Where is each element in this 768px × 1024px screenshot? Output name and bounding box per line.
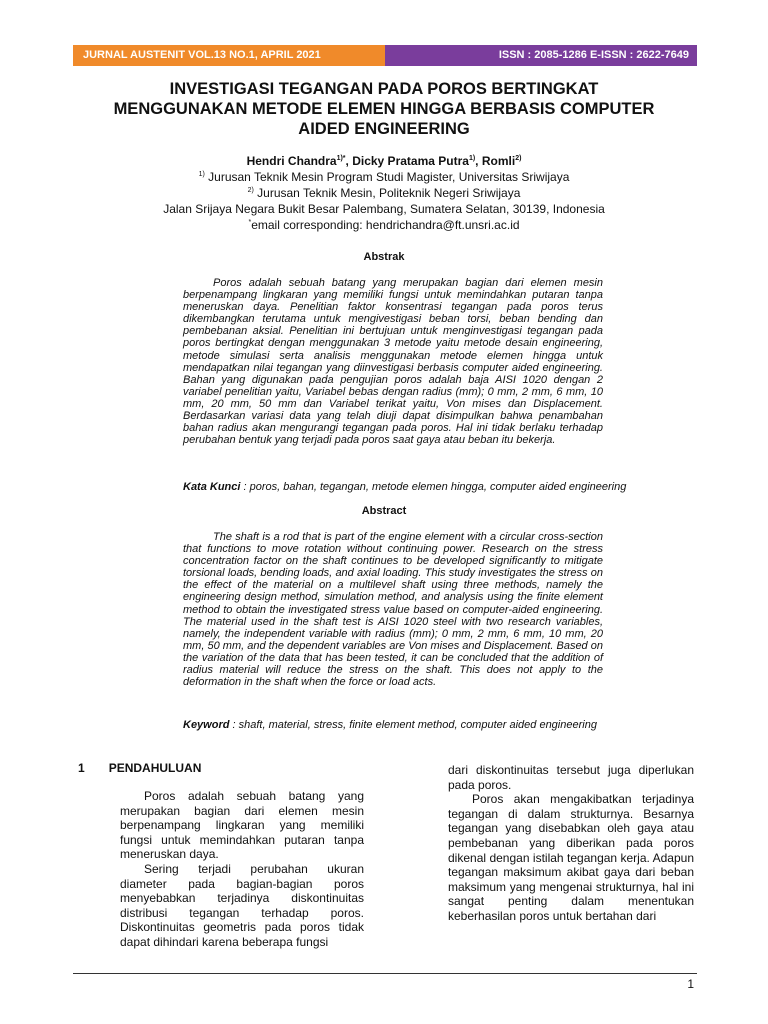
address: Jalan Srijaya Negara Bukit Besar Palembang, Sumatera Selatan, 30139, Indonesia [163,202,605,216]
left-column [120,789,364,950]
affiliation-1: $^{1)}$ Jurusan Teknik Mesin Program Studi Magister, Universitas Sriwijaya [198,170,570,184]
author-3: Romli [481,154,516,168]
section-title: PENDAHULUAN [108,761,202,775]
journal-name: JURNAL AUSTENIT VOL.13 NO.1, APRIL 2021 [73,45,385,66]
author-sep: , [475,154,482,168]
keyword-text: : shaft, material, stress, finite element method, computer aided engineering [229,719,597,731]
title-line-2: MENGGUNAKAN METODE ELEMEN HINGGA BERBASIS COMPUTER [113,100,655,118]
abstrak-body [183,277,603,446]
author-1-sup: 1)* [336,155,346,162]
author-2: Dicky Pratama Putra [352,154,469,168]
email-corresponding: *email corresponding: hendrichandra@ft.unsri.ac.id [248,218,520,232]
author-names [60,153,708,169]
author-3-sup: 2) [515,155,522,162]
author-sep: , [345,154,353,168]
page-number: 1 [687,977,694,991]
keyword [183,719,663,731]
section-heading [78,761,201,775]
author-block [60,153,708,233]
issn-info: ISSN : 2085-1286 E-ISSN : 2622-7649 [385,45,697,66]
abstract-text: The shaft is a rod that is part of the engine element with a circular cross-section that functions to move rotation without continuing power. Research on the stress concentration factor on the shaft continues to be developed significantly to mitigate torsional loads, bending loads, and axial loading. This study investigates the stress on the effect of the material on a multilevel shaft using three methods, namely the engineering design method, simulation method, and analysis using the finite element method to obtain the investigated stress value based on computer-aided engineering. The material used in the shaft test is AISI 1020 steel with two research variables, namely, the independent variable with radius (mm); 0 mm, 2 mm, 6 mm, 10 mm, 20 mm, 50 mm, and the dependent variables are Von mises and Displacement. Based on the variation of the data that has been tested, it can be concluded that the addition of radius material will reduce the stress on the shaft. This does not apply to the deformation in the shaft when the force or load acts. [183,531,603,689]
journal-header-bar [73,45,697,66]
right-column [448,763,694,924]
keyword-label: Keyword [183,719,230,731]
paragraph: Sering terjadi perubahan ukuran diameter pada bagian-bagian poros menyebabkan terjadinya diskontinuitas distribusi tegangan terhadap poros. Diskontinuitas geometris pada poros tidak dapat dihindari karena beberapa fungsi [120,861,364,949]
section-number: 1 [78,761,85,775]
footer-rule [73,973,697,974]
paper-title [60,79,708,139]
title-line-1: INVESTIGASI TEGANGAN PADA POROS BERTINGKAT [169,80,599,98]
paragraph: Poros akan mengakibatkan terjadinya tegangan di dalam strukturnya. Besarnya tegangan yang disebabkan oleh gaya atau pembebanan yang diberikan pada poros dikenal dengan istilah tegangan kerja. Adapun tegangan maksimum akibat gaya dari beban maksimum yang mengenai strukturnya, hal ini sangat penting dalam menentukan keberhasilan poros untuk bertahan dari [448,792,694,923]
abstract-heading: Abstract [361,505,407,517]
abstract-body [183,531,603,688]
kata-kunci-text: : poros, bahan, tegangan, metode elemen hingga, computer aided engineering [240,481,627,493]
affiliation-2: $^{2)}$ Jurusan Teknik Mesin, Politeknik Negeri Sriwijaya [247,186,521,200]
author-1: Hendri Chandra [246,154,337,168]
title-line-3: AIDED ENGINEERING [298,120,470,138]
abstrak-text: Poros adalah sebuah batang yang merupakan bagian dari elemen mesin berpenampang lingkaran yang memiliki fungsi untuk memindahkan putaran tanpa meneruskan daya. Penelitian faktor konsentrasi tegangan pada poros terus dikembangkan terutama untuk mengivestigasi beban torsi, beban bending dan pembebanan aksial. Penelitian ini bertujuan untuk menginvestigasi tegangan pada poros bertingkat dengan menggunakan 3 metode yaitu metode desain engineering, metode simulasi serta analisis menggunakan metode elemen hingga untuk mendapatkan nilai tegangan yang diinvestigasi berbasis computer aided engineering. Bahan yang digunakan pada pengujian poros adalah baja AISI 1020 dengan 2 variabel penelitian yaitu, Variabel bebas dengan radius (mm); 0 mm, 2 mm, 6 mm, 10 mm, 20 mm, 50 mm dan Variabel terikat yaitu, Von mises dan Displacement. Berdasarkan variasi data yang telah diuji dapat disimpulkan bahwa penambahan bahan radius akan mengurangi tegangan pada poros. Hal ini tidak berlaku terhadap perubahan bentuk yang terjadi pada poros saat gaya atau beban itu bekerja. [183,277,603,447]
kata-kunci-label: Kata Kunci [183,481,241,493]
paragraph: dari diskontinuitas tersebut juga diperlukan pada poros. [448,763,694,792]
author-2-sup: 1) [468,155,476,162]
paragraph: Poros adalah sebuah batang yang merupakan bagian dari elemen mesin berpenampang lingkaran yang memiliki fungsi untuk memindahkan putaran tanpa meneruskan daya. [120,789,364,862]
abstrak-heading: Abstrak [363,251,405,263]
kata-kunci [183,481,663,493]
